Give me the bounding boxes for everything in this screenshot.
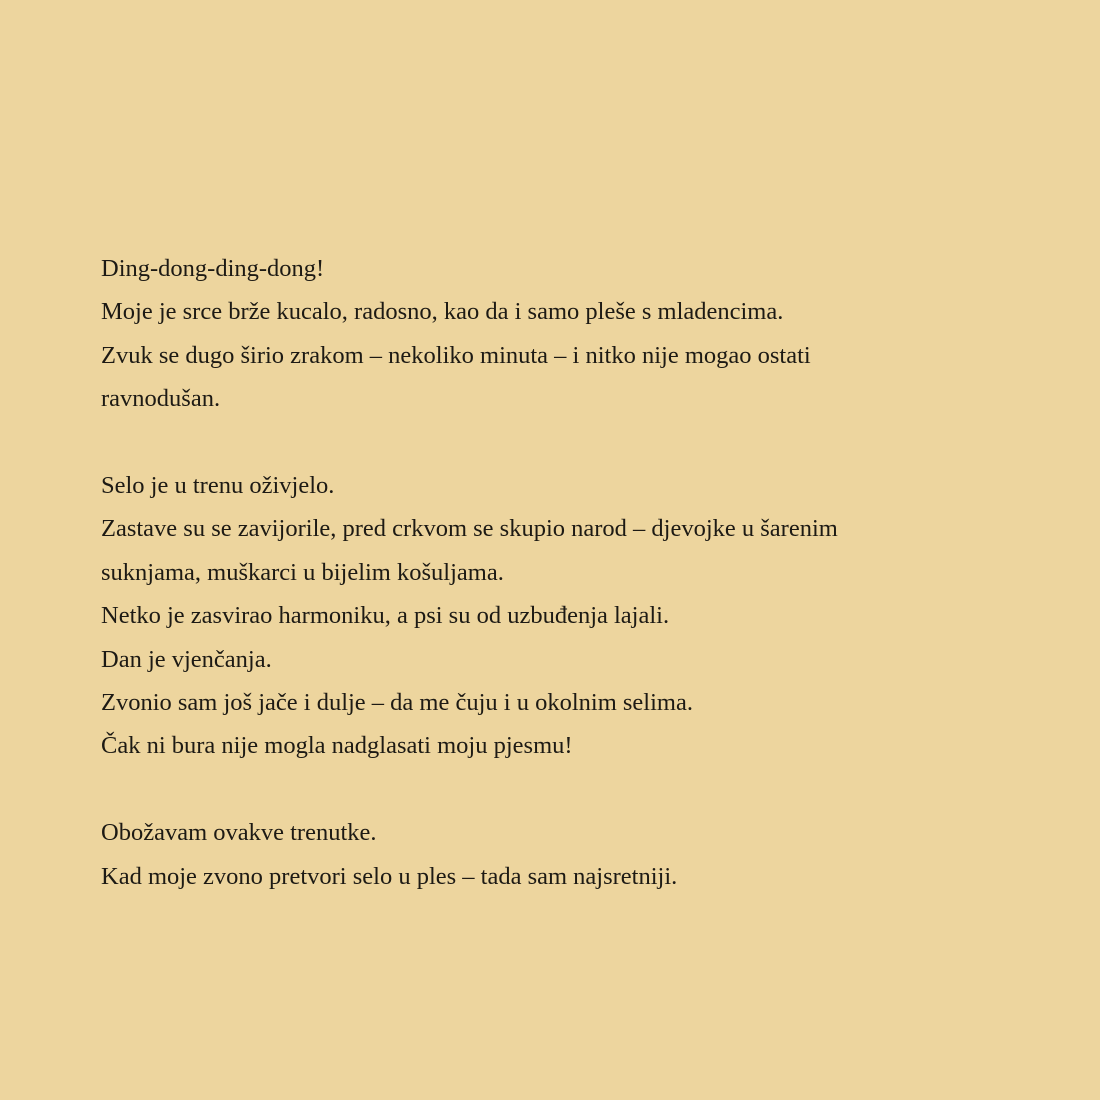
text-line: Zvonio sam još jače i dulje – da me čuju i u okolnim selima. bbox=[101, 689, 693, 717]
text-line: Zvuk se dugo širio zrakom – nekoliko minuta – i nitko nije mogao ostati bbox=[101, 341, 811, 369]
text-line: Ding-dong-ding-dong! bbox=[101, 255, 325, 282]
text-line: Obožavam ovakve trenutke. bbox=[101, 819, 377, 847]
text-line: Selo je u trenu oživjelo. bbox=[101, 472, 335, 500]
paragraph-2 bbox=[101, 464, 1001, 768]
text-line: Dan je vjenčanja. bbox=[101, 645, 272, 673]
text-line: Zastave su se zavijorile, pred crkvom se skupio narod – djevojke u šarenim bbox=[101, 515, 838, 543]
text-line: ravnodušan. bbox=[101, 385, 221, 413]
text-line: suknjama, muškarci u bijelim košuljama. bbox=[101, 558, 504, 586]
text-line: Moje je srce brže kucalo, radosno, kao da i samo pleše s mladencima. bbox=[101, 298, 784, 326]
text-line: Čak ni bura nije mogla nadglasati moju pjesmu! bbox=[101, 732, 573, 760]
story-text bbox=[101, 247, 1001, 898]
paragraph-3 bbox=[101, 811, 1001, 898]
text-line: Netko je zasvirao harmoniku, a psi su od uzbuđenja lajali. bbox=[101, 602, 670, 630]
text-line: Kad moje zvono pretvori selo u ples – tada sam najsretniji. bbox=[101, 862, 678, 890]
paragraph-1 bbox=[101, 247, 1001, 421]
